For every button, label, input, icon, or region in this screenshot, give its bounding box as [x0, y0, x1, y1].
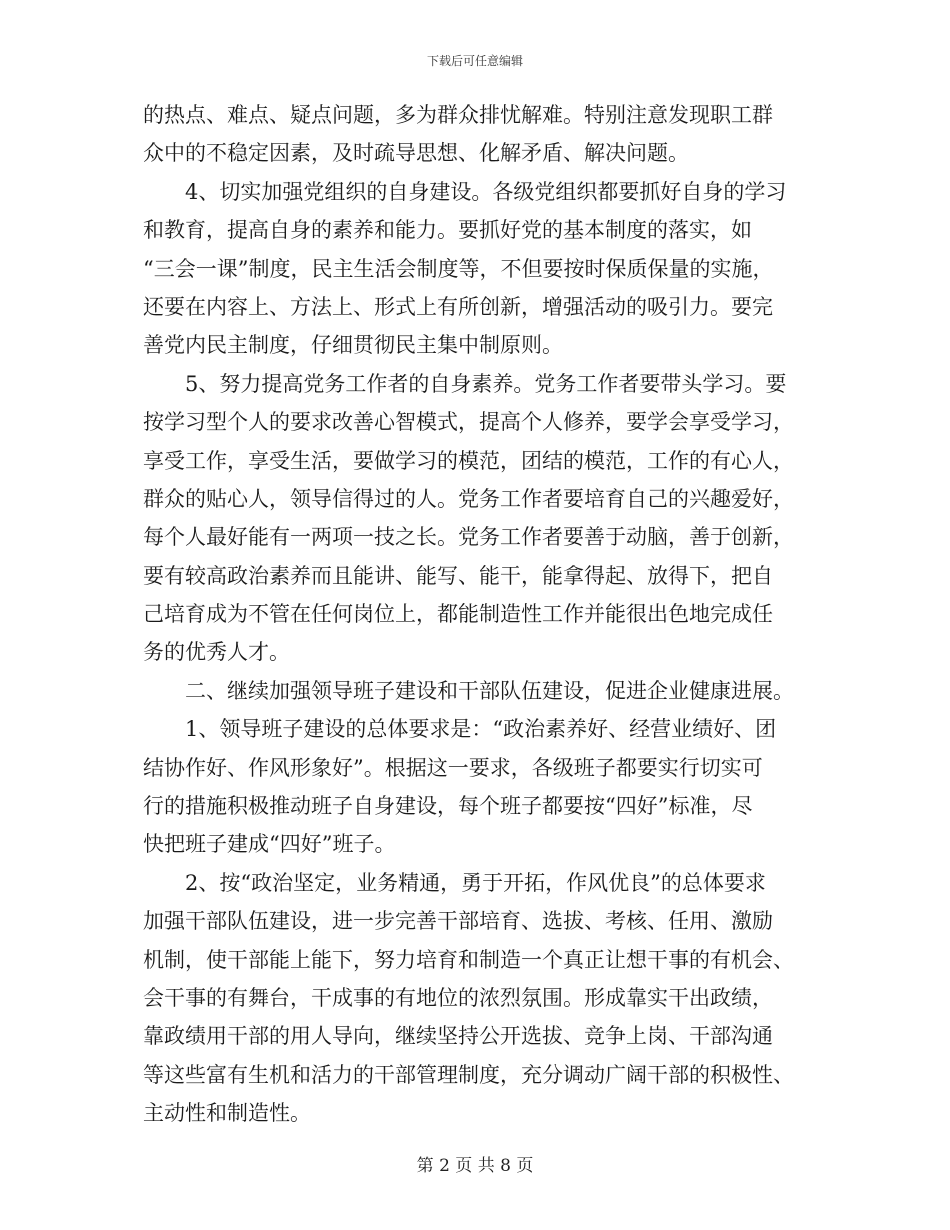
text-line: 加强干部队伍建设，进一步完善干部培育、选拔、考核、任用、激励 — [143, 909, 773, 934]
text-line: 还要在内容上、方法上、形式上有所创新，增强活动的吸引力。要完 — [143, 294, 773, 319]
text-line: 靠政绩用干部的用人导向，继续坚持公开选拔、竞争上岗、干部沟通 — [143, 1024, 773, 1049]
text-line: 4、切实加强党组织的自身建设。各级党组织都要抓好自身的学习 — [185, 179, 787, 204]
text-line: 善党内民主制度，仔细贯彻民主集中制原则。 — [143, 333, 563, 358]
text-line: 的热点、难点、疑点问题，多为群众排忧解难。特别注意发现职工群 — [143, 103, 773, 127]
document-body — [143, 96, 807, 1133]
text-line: 己培育成为不管在任何岗位上，都能制造性工作并能很出色地完成任 — [143, 602, 773, 627]
text-line: 每个人最好能有一两项一技之长。党务工作者要善于动脑，善于创新， — [143, 525, 794, 550]
text-line: 行的措施积极推动班子自身建设，每个班子都要按“四好”标准，尽 — [143, 794, 753, 819]
text-line: 群众的贴心人，领导信得过的人。党务工作者要培育自己的兴趣爱好， — [143, 486, 794, 511]
text-line: 1、领导班子建设的总体要求是：“政治素养好、经营业绩好、团 — [185, 717, 777, 742]
page-number-footer: 第 2 页 共 8 页 — [416, 1156, 534, 1176]
text-line: 务的优秀人才。 — [143, 640, 290, 665]
text-line: 按学习型个人的要求改善心智模式，提高个人修养，要学会享受学习， — [143, 410, 794, 435]
text-line: “三会一课”制度，民主生活会制度等，不但要按时保质保量的实施， — [143, 256, 774, 281]
text-line: 5、努力提高党务工作者的自身素养。党务工作者要带头学习。要 — [185, 371, 787, 396]
text-line: 结协作好、作风形象好”。根据这一要求，各级班子都要实行切实可 — [143, 755, 763, 780]
text-line: 要有较高政治素养而且能讲、能写、能干，能拿得起、放得下，把自 — [143, 563, 773, 588]
text-line: 等这些富有生机和活力的干部管理制度，充分调动广阔干部的积极性、 — [143, 1062, 794, 1087]
text-line: 二、继续加强领导班子建设和干部队伍建设，促进企业健康进展。 — [185, 678, 794, 703]
text-line: 会干事的有舞台，干成事的有地位的浓烈氛围。形成靠实干出政绩， — [143, 985, 773, 1010]
page-header: 下载后可任意编辑 — [426, 54, 523, 68]
text-line: 享受工作，享受生活，要做学习的模范，团结的模范，工作的有心人， — [143, 448, 794, 473]
text-line: 众中的不稳定因素，及时疏导思想、化解矛盾、解决问题。 — [143, 141, 689, 166]
text-line: 主动性和制造性。 — [143, 1101, 311, 1126]
text-line: 机制，使干部能上能下，努力培育和制造一个真正让想干事的有机会、 — [143, 947, 794, 972]
text-line: 2、按“政治坚定，业务精通，勇于开拓，作风优良”的总体要求 — [185, 870, 766, 895]
text-line: 和教育，提高自身的素养和能力。要抓好党的基本制度的落实，如 — [143, 218, 752, 243]
text-line: 快把班子建成“四好”班子。 — [143, 832, 396, 857]
